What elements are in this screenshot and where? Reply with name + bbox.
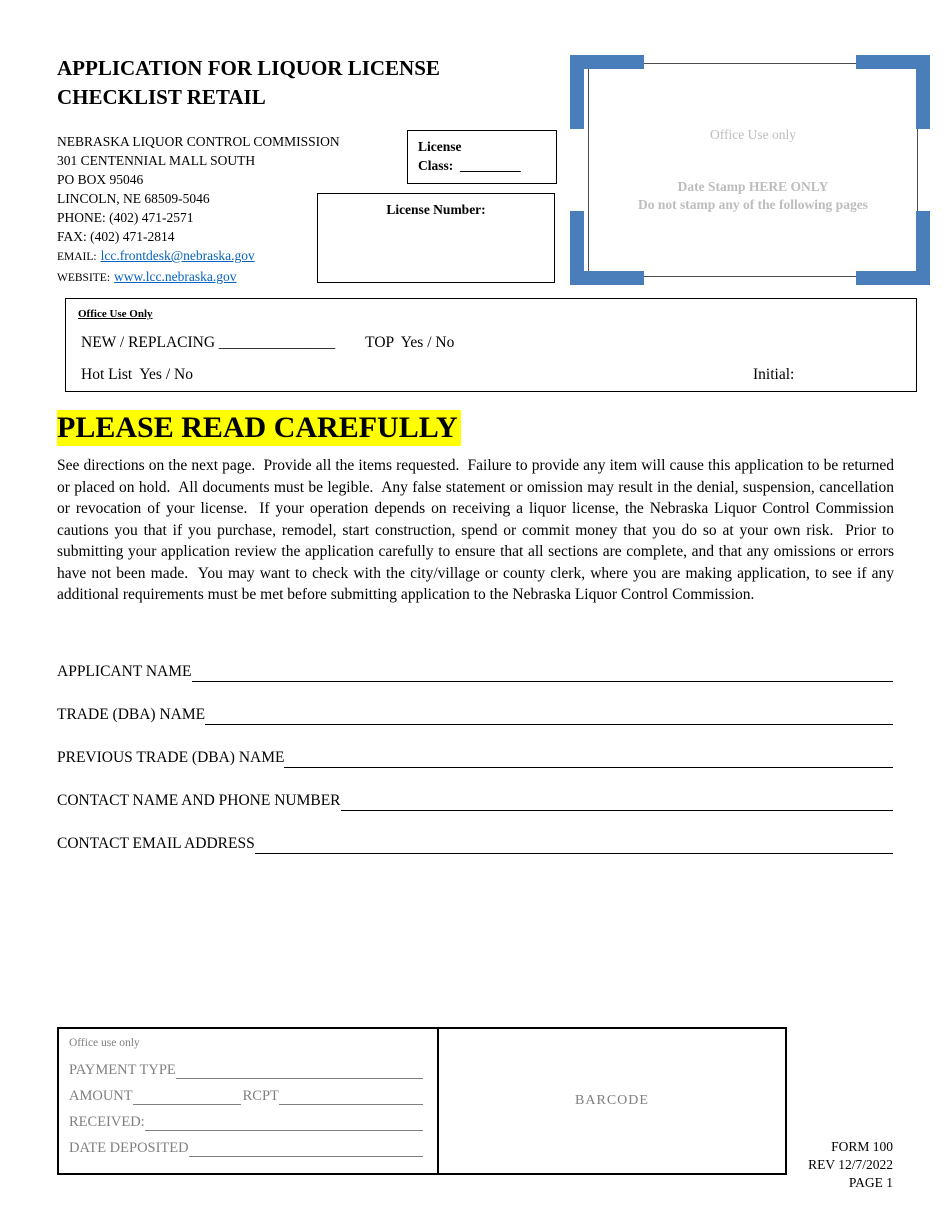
corner-bracket-bottom-right-icon — [856, 211, 930, 285]
notice-paragraph: See directions on the next page. Provide all the items requested. Failure to provide any item will cause this application to be returned or placed on hold. All documents must be legible. Any false statement or omission may result in the denial, suspension, cancellation or revocation of your license. If your operation depends on receiving a liquor license, the Nebraska Liquor Control Commission cautions you that if you purchase, remodel, start construction, spend or commit money that you do so at your own risk. Prior to submitting your application review the application carefully to ensure that all sections are complete, and that any omissions or errors have not been made. You may want to check with the city/village or county clerk, where you are making application, to see if any additional requirements must be met before submitting application to the Nebraska Liquor Control Commission. — [57, 457, 898, 603]
office-use-box — [65, 298, 917, 392]
rcpt-line — [279, 1090, 423, 1105]
amount-label: AMOUNT — [69, 1088, 133, 1104]
payment-type-line — [176, 1064, 423, 1079]
license-class-label-2: Class: _________ — [418, 158, 521, 173]
contact-email-label: CONTACT EMAIL ADDRESS — [57, 835, 255, 852]
applicant-name-label: APPLICANT NAME — [57, 663, 192, 680]
agency-fax: FAX: (402) 471-2814 — [57, 229, 175, 244]
amount-line — [133, 1090, 241, 1105]
agency-info — [57, 132, 340, 288]
field-row-trade-dba-name — [57, 705, 893, 725]
date-deposited-row — [69, 1138, 423, 1157]
agency-name: NEBRASKA LIQUOR CONTROL COMMISSION — [57, 134, 340, 149]
website-link[interactable]: www.lcc.nebraska.gov — [114, 269, 237, 284]
initial-label: Initial: — [753, 366, 795, 383]
corner-bracket-top-left-icon — [570, 55, 644, 129]
applicant-fields — [57, 662, 893, 877]
payment-type-label: PAYMENT TYPE — [69, 1062, 176, 1078]
agency-address-2: PO BOX 95046 — [57, 172, 144, 187]
applicant-name-line[interactable] — [192, 662, 894, 682]
revision-date: REV 12/7/2022 — [808, 1157, 893, 1172]
trade-dba-name-line[interactable] — [205, 705, 893, 725]
new-replacing-label: NEW / REPLACING — [81, 334, 216, 351]
license-class-box — [407, 130, 557, 184]
field-row-contact-email — [57, 834, 893, 854]
field-row-previous-trade-dba-name — [57, 748, 893, 768]
trade-dba-name-label: TRADE (DBA) NAME — [57, 706, 206, 723]
date-deposited-label: DATE DEPOSITED — [69, 1140, 189, 1156]
corner-bracket-bottom-left-icon — [570, 211, 644, 285]
highlighted-heading-text: PLEASE READ CAREFULLY — [57, 410, 461, 446]
agency-phone: PHONE: (402) 471-2571 — [57, 210, 194, 225]
payment-office-box — [57, 1027, 787, 1175]
corner-bracket-top-right-icon — [856, 55, 930, 129]
license-class-label-1: License — [418, 139, 462, 154]
email-label: EMAIL: — [57, 251, 97, 263]
new-replacing-row — [81, 334, 454, 352]
document-title — [57, 54, 440, 112]
agency-address-1: 301 CENTENNIAL MALL SOUTH — [57, 153, 256, 168]
email-link[interactable]: lcc.frontdesk@nebraska.gov — [100, 248, 255, 263]
barcode-cell — [439, 1029, 785, 1173]
form-number: FORM 100 — [831, 1139, 893, 1154]
rcpt-label: RCPT — [242, 1088, 279, 1104]
field-row-contact-name-phone — [57, 791, 893, 811]
stamp-instruction-line-1: Date Stamp HERE ONLY — [677, 179, 829, 194]
previous-trade-dba-name-line[interactable] — [284, 748, 893, 768]
date-stamp-area — [570, 55, 930, 285]
payment-type-row — [69, 1060, 423, 1079]
page-number: PAGE 1 — [848, 1175, 893, 1190]
previous-trade-dba-name-label: PREVIOUS TRADE (DBA) NAME — [57, 749, 285, 766]
title-line-2: CHECKLIST RETAIL — [57, 85, 266, 109]
hot-list-row — [81, 366, 901, 384]
received-line — [145, 1116, 423, 1131]
barcode-label: BARCODE — [575, 1093, 649, 1108]
agency-email-line — [57, 246, 340, 267]
contact-email-line[interactable] — [255, 834, 893, 854]
license-number-label: License Number: — [386, 202, 486, 217]
please-read-carefully-heading — [57, 411, 461, 445]
field-row-applicant-name — [57, 662, 893, 682]
amount-rcpt-row — [69, 1086, 423, 1105]
contact-name-phone-line[interactable] — [341, 791, 893, 811]
payment-office-use-heading: Office use only — [69, 1037, 140, 1049]
new-replacing-blank: _______________ — [215, 334, 336, 351]
payment-details-cell — [59, 1029, 439, 1173]
title-line-1: APPLICATION FOR LIQUOR LICENSE — [57, 56, 440, 80]
received-label: RECEIVED: — [69, 1114, 145, 1130]
hot-list-label: Hot List Yes / No — [81, 366, 193, 383]
website-label: WEBSITE: — [57, 272, 111, 284]
license-number-box — [317, 193, 555, 283]
stamp-instruction-line-2: Do not stamp any of the following pages — [638, 197, 868, 212]
agency-website-line — [57, 267, 340, 288]
received-row — [69, 1112, 423, 1131]
top-yes-no-label: TOP Yes / No — [365, 334, 455, 351]
contact-name-phone-label: CONTACT NAME AND PHONE NUMBER — [57, 792, 341, 809]
page-footer — [808, 1138, 893, 1192]
office-use-heading: Office Use Only — [78, 308, 153, 320]
date-deposited-line — [189, 1142, 423, 1157]
stamp-office-use-label: Office Use only — [710, 127, 796, 142]
agency-address-3: LINCOLN, NE 68509-5046 — [57, 191, 210, 206]
